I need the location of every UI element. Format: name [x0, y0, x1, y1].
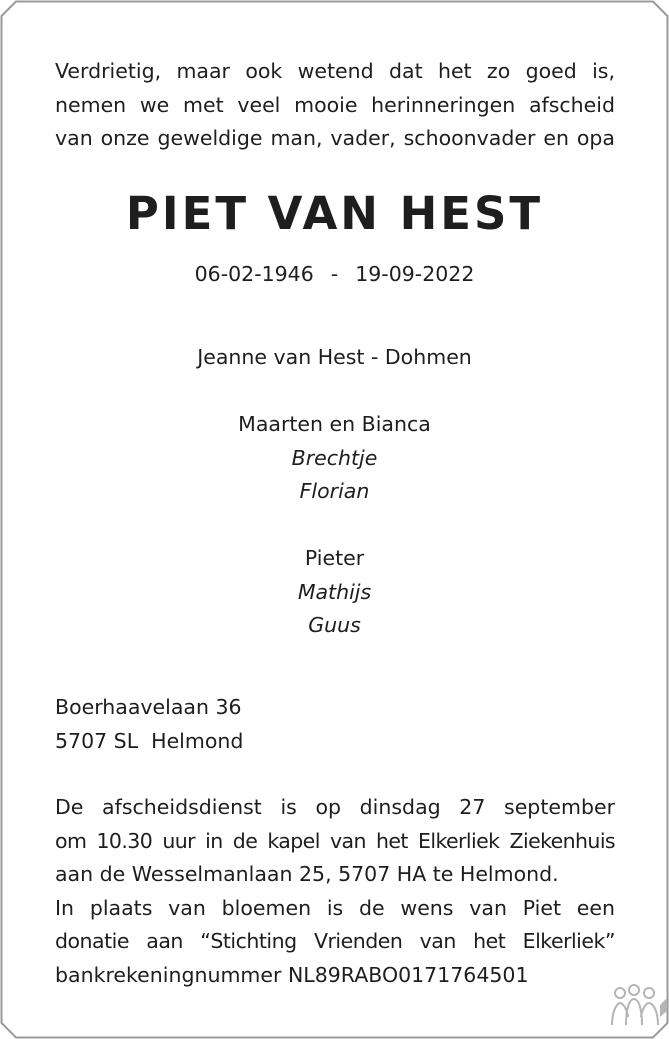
address-street: Boerhaavelaan 36 [55, 695, 242, 719]
address-block [55, 691, 615, 758]
service-line: bankrekeningnummer NL89RABO0171764501 [55, 962, 529, 987]
service-line: aan de Wesselmanlaan 25, 5707 HA te Helmond. [55, 862, 559, 886]
service-paragraph [55, 791, 615, 992]
service-line: donatie aan “Stichting Vrienden van het Elkerliek” [55, 929, 615, 953]
deceased-name: PIET VAN HEST [125, 187, 544, 240]
spouse-name: Jeanne van Hest - Dohmen [197, 345, 472, 369]
family-spacer [0, 375, 669, 409]
grandchild-name: Guus [308, 613, 361, 637]
intro-line: van onze geweldige man, vader, schoonvader en opa [55, 126, 615, 150]
people-figures-logo-icon [606, 983, 668, 1033]
family-spacer [0, 509, 669, 543]
intro-line: Verdrietig, maar ook wetend dat het zo goed is, [55, 59, 615, 83]
child-name: Pieter [304, 546, 365, 570]
intro-paragraph [55, 55, 615, 156]
address-city: 5707 SL Helmond [55, 728, 244, 753]
grandchild-name: Florian [299, 479, 370, 503]
life-dates: 06-02-1946 - 19-09-2022 [194, 262, 475, 286]
intro-line: nemen we met veel mooie herinneringen afscheid [55, 92, 615, 117]
child-name: Maarten en Bianca [238, 412, 431, 436]
service-line: In plaats van bloemen is de wens van Piet een [55, 895, 615, 920]
grandchild-name: Brechtje [291, 445, 378, 470]
service-line: om 10.30 uur in de kapel van het Elkerliek Ziekenhuis [55, 828, 615, 853]
grandchild-name: Mathijs [297, 579, 372, 604]
service-line: De afscheidsdienst is op dinsdag 27 september [55, 795, 615, 819]
family-list [0, 341, 669, 643]
